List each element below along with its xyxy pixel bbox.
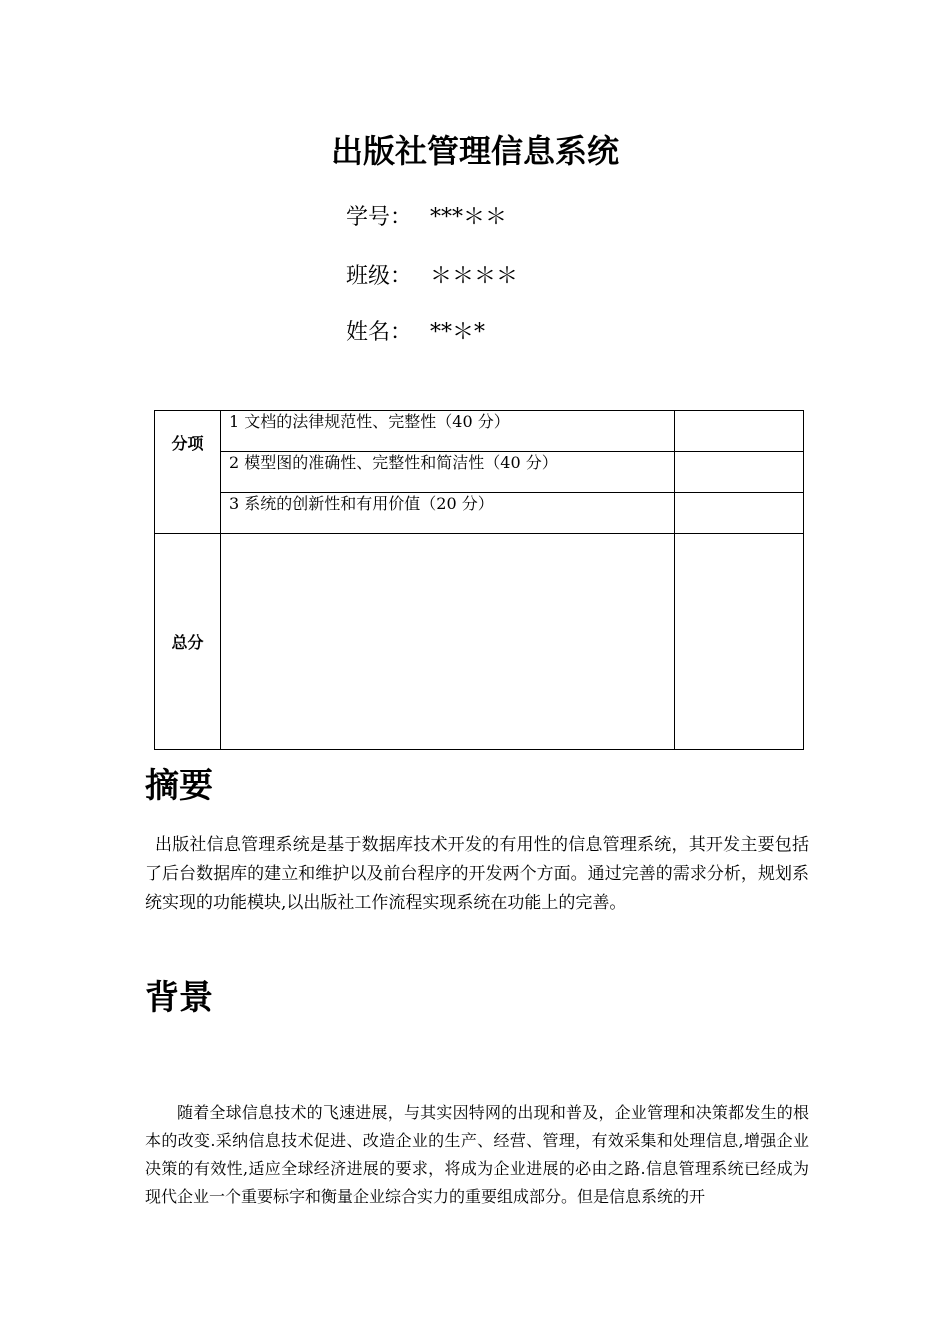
section-label: 分项	[171, 434, 204, 453]
total-label-cell	[155, 534, 221, 750]
score-item-2: 2 模型图的准确性、完整性和简洁性（40 分）	[229, 453, 558, 472]
score-row-3	[155, 493, 804, 534]
student-id-label: 学号：	[346, 205, 413, 230]
score-table	[154, 410, 804, 750]
score-item-cell	[221, 452, 675, 493]
name-value: **＊*	[430, 320, 486, 345]
score-item-cell	[221, 493, 675, 534]
score-value-cell[interactable]	[675, 493, 804, 534]
background-heading: 背景	[145, 978, 213, 1018]
student-id-line	[346, 203, 507, 233]
total-label: 总分	[171, 633, 204, 652]
total-row	[155, 534, 804, 750]
score-row-1	[155, 411, 804, 452]
score-item-cell	[221, 411, 675, 452]
abstract-paragraph: 出版社信息管理系统是基于数据库技术开发的有用性的信息管理系统，其开发主要包括了后台数据库的建立和维护以及前台程序的开发两个方面。通过完善的需求分析，规划系统实现的功能模块,以出版社工作流程实现系统在功能上的完善。	[145, 835, 809, 913]
score-value-cell[interactable]	[675, 411, 804, 452]
score-value-cell[interactable]	[675, 452, 804, 493]
student-id-value: ***＊＊	[430, 205, 508, 230]
score-row-2	[155, 452, 804, 493]
abstract-heading: 摘要	[145, 766, 213, 806]
total-score-cell[interactable]	[675, 534, 804, 750]
score-item-3: 3 系统的创新性和有用价值（20 分）	[229, 494, 494, 513]
section-label-cell	[155, 411, 221, 534]
total-comment-cell[interactable]	[221, 534, 675, 750]
class-label: 班级：	[346, 264, 413, 289]
background-paragraph: 随着全球信息技术的飞速进展，与其实因特网的出现和普及，企业管理和决策都发生的根本的改变.采纳信息技术促进、改造企业的生产、经营、管理，有效采集和处理信息,增强企业决策的有效性,适应全球经济进展的要求，将成为企业进展的必由之路.信息管理系统已经成为现代企业一个重要标字和衡量企业综合实力的重要组成部分。但是信息系统的开	[145, 1103, 809, 1206]
name-line	[346, 318, 485, 348]
class-line	[346, 262, 518, 292]
class-value: ＊＊＊＊	[430, 264, 519, 289]
document-title: 出版社管理信息系统	[330, 132, 619, 170]
name-label: 姓名：	[346, 320, 413, 345]
score-item-1: 1 文档的法律规范性、完整性（40 分）	[229, 412, 510, 431]
